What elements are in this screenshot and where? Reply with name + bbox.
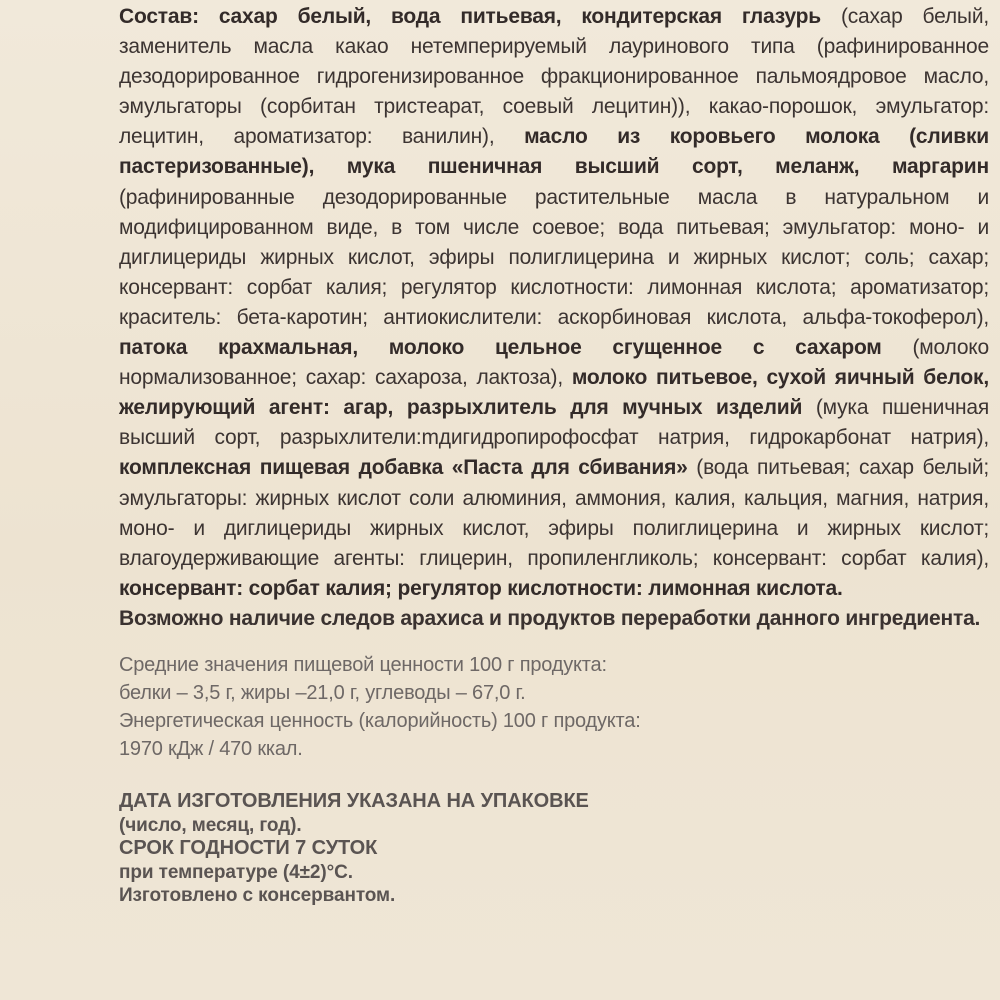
ingredients-segment: масло из коровьего молока (сливки пастеризованные), мука пшеничная высший сорт, меланж, маргарин xyxy=(119,125,989,179)
storage-info xyxy=(119,790,989,908)
ingredients-segment: консервант: сорбат калия; регулятор кислотности: лимонная кислота. xyxy=(119,576,843,600)
date-format-note: (число, месяц, год). xyxy=(119,814,302,836)
ingredients-segment: молоко питьевое, сухой яичный белок, желирующий агент: агар, разрыхлитель для мучных изделий xyxy=(119,366,989,420)
nutrition-facts xyxy=(119,651,989,763)
storage-temperature: при температуре (4±2)°С. xyxy=(119,861,353,883)
nutrition-energy-value: 1970 кДж / 470 ккал. xyxy=(119,737,303,760)
ingredients-segment: (молоко нормализованное; сахар: сахароза, лактоза), xyxy=(119,336,989,390)
ingredients-segment: (вода питьевая; сахар белый; эмульгаторы: жирных кислот соли алюминия, аммония, калия, кальция, магния, натрия, моно- и диглицериды жирных кислот, эфиры полиглицерина и жирных кислот; влагоудерживающие агенты: глицерин, пропиленгликоль; консервант: сорбат калия), xyxy=(119,456,989,570)
ingredients-segment: патока крахмальная, молоко цельное сгущенное с сахаром xyxy=(119,336,882,360)
ingredients-segment: (сахар белый, заменитель масла какао нетемперируемый лауринового типа (рафинированное дезодорированное гидрогенизированное фракционированное пальмоядровое масло, эмульгаторы (сорбитан тристеарат, соевый лецитин)), какао-порошок, эмульгатор: лецитин, ароматизатор: ванилин), xyxy=(119,5,989,149)
ingredients-segment: Состав: сахар белый, вода питьевая, кондитерская глазурь xyxy=(119,5,821,28)
preservative-notice: Изготовлено с консервантом. xyxy=(119,885,396,907)
shelf-life-notice: СРОК ГОДНОСТИ 7 СУТОК xyxy=(119,837,378,860)
ingredients-segment: (рафинированные дезодорированные растительные масла в натуральном и модифицированном виде, в том числе соевое; вода питьевая; эмульгатор: моно- и диглицериды жирных кислот, эфиры полиглицерина и жирных кислот; соль; сахар; консервант: сорбат калия; регулятор кислотности: лимонная кислота; ароматизатор; краситель: бета-каротин; антиокислители: аскорбиновая кислота, альфа-токоферол), xyxy=(119,185,989,329)
label-text-block xyxy=(119,0,989,1000)
ingredients-segment: комплексная пищевая добавка «Паста для сбивания» xyxy=(119,456,688,480)
nutrition-heading: Средние значения пищевой ценности 100 г продукта: xyxy=(119,653,607,676)
ingredients-segment: (мука пшеничная высший сорт, разрыхлители:mдигидропирофосфат натрия, гидрокарбонат натрия), xyxy=(119,396,990,450)
ingredients-paragraph xyxy=(119,0,989,604)
nutrition-energy-heading: Энергетическая ценность (калорийность) 100 г продукта: xyxy=(119,709,641,732)
manufacture-date-notice: ДАТА ИЗГОТОВЛЕНИЯ УКАЗАНА НА УПАКОВКЕ xyxy=(119,789,589,812)
allergen-warning: Возможно наличие следов арахиса и продуктов переработки данного ингредиента. xyxy=(119,606,981,630)
nutrition-macros: белки – 3,5 г, жиры –21,0 г, углеводы – 67,0 г. xyxy=(119,681,526,704)
